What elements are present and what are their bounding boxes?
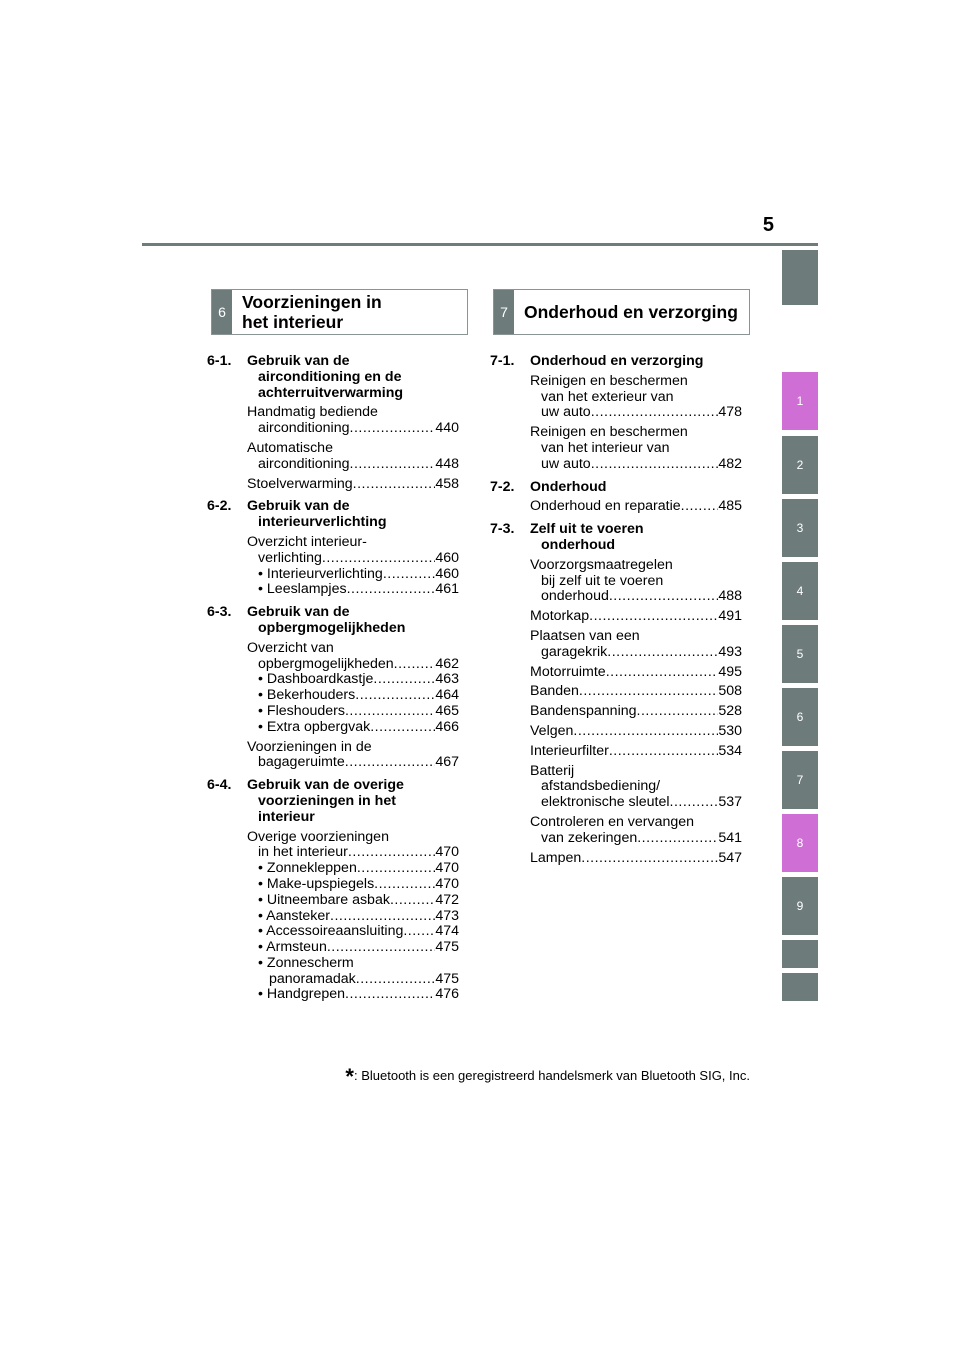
chapter-tab-9[interactable]: 9 — [782, 877, 818, 935]
entry-page-line — [247, 657, 459, 673]
dot-leader — [330, 909, 435, 925]
page-ref: 470 — [435, 844, 459, 861]
toc-entry[interactable] — [247, 740, 459, 772]
toc-bullet-item[interactable] — [247, 688, 459, 704]
bullet-label: • Handgrepen — [258, 986, 346, 1003]
section-title-line: Onderhoud — [530, 478, 607, 495]
chapter-7-header — [493, 289, 750, 335]
toc-bullet-item[interactable] — [247, 909, 459, 925]
entry-text-line: van het interieur van — [541, 439, 670, 456]
dot-leader — [403, 924, 435, 940]
toc-section — [207, 354, 459, 492]
page-ref: 508 — [718, 683, 742, 700]
toc-entry[interactable] — [530, 815, 742, 847]
chapter-tab-1[interactable]: 1 — [782, 372, 818, 430]
page-ref: 482 — [718, 455, 742, 472]
toc-bullet-item[interactable] — [247, 877, 459, 893]
entry-page-line — [247, 755, 459, 771]
entry-text-line: Overzicht interieur- — [247, 533, 367, 550]
bullet-label: • Interieurverlichting — [258, 565, 383, 582]
bullet-page-line — [258, 987, 459, 1003]
dot-leader — [350, 421, 436, 437]
toc-section — [490, 522, 742, 866]
entry-page-line — [247, 457, 459, 473]
dot-leader — [370, 720, 435, 736]
chapter-tab-5[interactable]: 5 — [782, 625, 818, 683]
section-number: 7-1. — [490, 353, 515, 369]
page-ref: 460 — [435, 549, 459, 566]
section-number: 6-4. — [207, 777, 232, 794]
bullet-label: • Make-upspiegels — [258, 875, 375, 892]
entry-label: onderhoud — [541, 588, 609, 605]
entry-page-line — [530, 684, 742, 700]
bullet-label: • Uitneembare asbak — [258, 891, 390, 908]
toc-bullet-item[interactable] — [247, 893, 459, 909]
toc-bullet-item[interactable] — [247, 987, 459, 1003]
entry-label: Lampen — [530, 849, 582, 866]
toc-section — [490, 354, 742, 473]
page-ref: 478 — [718, 404, 742, 421]
page-ref: 464 — [435, 687, 459, 704]
section-title-line: Gebruik van de — [247, 604, 350, 621]
page-ref: 470 — [435, 860, 459, 877]
bullet-label: • Bekerhouders — [258, 687, 356, 704]
dot-leader — [327, 940, 435, 956]
bullet-label: • Extra opbergvak — [258, 718, 371, 735]
bullet-page-line — [258, 688, 459, 704]
bullet-page-line — [258, 924, 459, 940]
dot-leader — [374, 877, 435, 893]
dot-leader — [353, 477, 436, 493]
entry-text-line: Overige voorzieningen — [247, 828, 389, 845]
chapter-7-number: 7 — [494, 290, 514, 334]
section-title — [530, 522, 644, 554]
page-ref: 547 — [718, 849, 742, 866]
entry-label: Interieurfilter — [530, 742, 609, 759]
bullet-page-line — [258, 893, 459, 909]
dot-leader — [357, 861, 435, 877]
dot-leader — [591, 405, 719, 421]
page-ref: 491 — [718, 608, 742, 625]
entry-page-line — [530, 609, 742, 625]
dot-leader — [347, 582, 436, 598]
chapter-tab-2[interactable]: 2 — [782, 436, 818, 494]
page-ref: 537 — [718, 794, 742, 811]
toc-entry[interactable] — [247, 405, 459, 437]
toc-section — [207, 778, 459, 1003]
toc-entry[interactable] — [530, 704, 742, 720]
entry-text-line: Handmatig bediende — [247, 404, 378, 421]
dot-leader — [383, 567, 436, 583]
dot-leader — [591, 457, 719, 473]
page-ref: 473 — [435, 907, 459, 924]
toc-entry[interactable] — [530, 499, 742, 515]
chapter-6-title: Voorzieningen in het interieur — [242, 292, 382, 332]
toc-bullet-item[interactable] — [247, 567, 459, 583]
dot-leader — [637, 831, 718, 847]
section-number: 7-3. — [490, 521, 515, 538]
bullet-page-line — [258, 582, 459, 598]
page-ref: 461 — [435, 581, 459, 598]
page-ref: 466 — [435, 718, 459, 735]
bullet-page-line — [258, 567, 459, 583]
section-title-line: Gebruik van de — [247, 353, 350, 369]
section-title — [247, 778, 404, 825]
entry-text-line: bij zelf uit te voeren — [541, 572, 664, 589]
entry-label: Onderhoud en reparatie — [530, 498, 681, 515]
entry-page-line — [530, 795, 742, 811]
section-heading — [490, 522, 742, 554]
page-number: 5 — [762, 214, 774, 236]
entry-page-line — [530, 589, 742, 605]
bullet-page-line — [258, 877, 459, 893]
footnote — [320, 1064, 750, 1090]
entry-page-line — [247, 477, 459, 493]
chapter-tab-blank[interactable] — [782, 940, 818, 968]
section-number: 6-2. — [207, 498, 232, 515]
page-ref: 448 — [435, 455, 459, 472]
entry-text-line: Plaatsen van een — [530, 627, 640, 644]
entry-page-line — [530, 831, 742, 847]
chapter-tab-7[interactable]: 7 — [782, 751, 818, 809]
section-title — [530, 354, 703, 370]
chapter-6-number: 6 — [212, 290, 232, 334]
dot-leader — [373, 672, 435, 688]
entry-label: Motorkap — [530, 608, 590, 625]
toc-entry[interactable] — [247, 641, 459, 736]
page-ref: 460 — [435, 565, 459, 582]
bullet-label: • Fleshouders — [258, 702, 345, 719]
entry-page-line — [530, 405, 742, 421]
dot-leader — [670, 795, 719, 811]
chapter-7-toc — [490, 354, 742, 873]
entry-page-line — [247, 551, 459, 567]
section-title-line: Zelf uit te voeren — [530, 521, 644, 538]
dot-leader — [609, 589, 718, 605]
page-ref: 475 — [435, 970, 459, 987]
entry-text-line: Reinigen en beschermen — [530, 424, 688, 441]
bullet-page-line — [258, 720, 459, 736]
entry-page-line — [530, 744, 742, 760]
page-ref: 528 — [718, 703, 742, 720]
chapter-6-header — [211, 289, 468, 335]
section-heading — [207, 605, 459, 637]
entry-label: garagekrik — [541, 643, 608, 660]
entry-label: Velgen — [530, 722, 574, 739]
page-ref: 495 — [718, 663, 742, 680]
toc-entry[interactable] — [530, 684, 742, 700]
bullet-label: • Zonnekleppen — [258, 860, 357, 877]
entry-label: Banden — [530, 683, 579, 700]
page-ref: 485 — [718, 498, 742, 515]
entry-label: airconditioning — [258, 455, 350, 472]
dot-leader — [350, 457, 436, 473]
page-ref: 530 — [718, 722, 742, 739]
toc-entry[interactable] — [530, 609, 742, 625]
chapter-tab-8[interactable]: 8 — [782, 814, 818, 872]
dot-leader — [356, 972, 436, 988]
dot-leader — [345, 755, 436, 771]
entry-label: uw auto — [541, 455, 591, 472]
entry-text-line: Batterij — [530, 762, 575, 779]
toc-section — [490, 480, 742, 516]
entry-label: verlichting — [258, 549, 322, 566]
bullet-page-line — [258, 672, 459, 688]
toc-section — [207, 499, 459, 598]
toc-bullet-item[interactable] — [247, 582, 459, 598]
entry-label: elektronische sleutel — [541, 794, 670, 811]
section-heading — [207, 778, 459, 825]
section-title — [247, 354, 403, 401]
toc-entry[interactable] — [530, 629, 742, 661]
entry-page-line — [530, 665, 742, 681]
entry-label: airconditioning — [258, 420, 350, 437]
page-ref: 475 — [435, 939, 459, 956]
entry-text-line: van het exterieur van — [541, 388, 674, 405]
dot-leader — [579, 684, 718, 700]
section-title — [530, 480, 606, 496]
bullet-label: panoramadak — [269, 970, 356, 987]
section-number: 6-3. — [207, 604, 232, 621]
toc-entry[interactable] — [247, 535, 459, 598]
dot-leader — [348, 845, 435, 861]
page-ref: 465 — [435, 702, 459, 719]
dot-leader — [573, 724, 718, 740]
dot-leader — [322, 551, 435, 567]
toc-entry[interactable] — [247, 441, 459, 473]
entry-page-line — [530, 457, 742, 473]
entry-label: Motorruimte — [530, 663, 606, 680]
page-ref: 541 — [718, 829, 742, 846]
page-ref: 472 — [435, 891, 459, 908]
section-title-line: interieur — [258, 808, 315, 825]
entry-label: bagageruimte — [258, 754, 345, 771]
dot-leader — [345, 987, 435, 1003]
entry-page-line — [530, 724, 742, 740]
chapter-7-title: Onderhoud en verzorging — [524, 302, 738, 322]
toc-entry[interactable] — [530, 374, 742, 421]
page-ref: 467 — [435, 754, 459, 771]
toc-entry[interactable] — [247, 477, 459, 493]
toc-entry[interactable] — [247, 830, 459, 1004]
entry-text-line: Reinigen en beschermen — [530, 372, 688, 389]
entry-text-line: Voorzorgsmaatregelen — [530, 556, 673, 573]
toc-entry[interactable] — [530, 724, 742, 740]
entry-text-line: afstandsbediening/ — [541, 778, 661, 795]
section-heading — [490, 480, 742, 496]
toc-section — [207, 605, 459, 771]
page-ref: 474 — [435, 923, 459, 940]
entry-label: van zekeringen — [541, 829, 638, 846]
entry-text-line: Controleren en vervangen — [530, 813, 695, 830]
entry-text-line: Automatische — [247, 439, 333, 456]
dot-leader — [681, 499, 719, 515]
toc-entry[interactable] — [530, 744, 742, 760]
entry-label: uw auto — [541, 404, 591, 421]
toc-entry[interactable] — [530, 665, 742, 681]
footnote-asterisk: * — [345, 1064, 354, 1089]
page-ref: 440 — [435, 420, 459, 437]
section-title — [247, 605, 405, 637]
toc-entry[interactable] — [530, 425, 742, 472]
page-ref: 458 — [435, 475, 459, 492]
section-title-line: onderhoud — [541, 536, 616, 553]
section-title-line: voorzieningen in het — [258, 792, 396, 809]
section-title-line: Onderhoud en verzorging — [530, 353, 704, 369]
section-heading — [490, 354, 742, 370]
bullet-page-line — [258, 940, 459, 956]
entry-label: Bandenspanning — [530, 703, 637, 720]
entry-label: in het interieur — [258, 844, 348, 861]
page-ref: 534 — [718, 742, 742, 759]
bullet-page-line — [258, 704, 459, 720]
page-ref: 488 — [718, 588, 742, 605]
bullet-page-line — [258, 909, 459, 925]
dot-leader — [345, 704, 435, 720]
dot-leader — [390, 893, 435, 909]
dot-leader — [589, 609, 718, 625]
entry-text-line: Overzicht van — [247, 639, 334, 656]
dot-leader — [607, 645, 718, 661]
bullet-label: • Aansteker — [258, 907, 331, 924]
toc-entry[interactable] — [530, 558, 742, 605]
bullet-page-line — [258, 972, 459, 988]
footnote-text: : Bluetooth is een geregistreerd handelsmerk van Bluetooth SIG, Inc. — [353, 1068, 750, 1083]
toc-bullet-item[interactable] — [247, 956, 459, 988]
entry-page-line — [247, 421, 459, 437]
bullet-label: • Accessoireaansluiting — [258, 923, 404, 940]
bullet-label: • Dashboardkastje — [258, 671, 374, 688]
toc-entry[interactable] — [530, 851, 742, 867]
page-ref: 463 — [435, 671, 459, 688]
dot-leader — [355, 688, 435, 704]
toc-bullet-item[interactable] — [247, 720, 459, 736]
dot-leader — [637, 704, 719, 720]
toc-bullet-item[interactable] — [247, 924, 459, 940]
chapter-tab-4[interactable]: 4 — [782, 562, 818, 620]
toc-bullet-item[interactable] — [247, 672, 459, 688]
chapter-tab-3[interactable]: 3 — [782, 499, 818, 557]
page-ref: 462 — [435, 655, 459, 672]
section-heading — [207, 354, 459, 401]
header-rule — [142, 243, 818, 246]
section-heading — [207, 499, 459, 531]
bullet-text-line: • Zonnescherm — [258, 954, 354, 971]
toc-bullet-item[interactable] — [247, 940, 459, 956]
entry-label: opbergmogelijkheden — [258, 655, 394, 672]
section-number: 7-2. — [490, 478, 515, 495]
entry-label: Stoelverwarming — [247, 475, 353, 492]
section-title-line: opbergmogelijkheden — [258, 619, 406, 636]
chapter-tab-blank[interactable] — [782, 973, 818, 1001]
chapter-6-toc — [207, 354, 459, 1010]
toc-entry[interactable] — [530, 764, 742, 811]
toc-bullet-item[interactable] — [247, 704, 459, 720]
toc-bullet-item[interactable] — [247, 861, 459, 877]
page-ref: 470 — [435, 875, 459, 892]
page-ref: 476 — [435, 986, 459, 1003]
section-title-line: interieurverlichting — [258, 514, 387, 531]
section-title-line: Gebruik van de — [247, 498, 350, 515]
entry-page-line — [530, 645, 742, 661]
section-title — [247, 499, 387, 531]
entry-page-line — [530, 704, 742, 720]
bullet-label: • Armsteun — [258, 939, 327, 956]
entry-text-line: Voorzieningen in de — [247, 738, 372, 755]
section-number: 6-1. — [207, 353, 232, 369]
dot-leader — [581, 851, 718, 867]
dot-leader — [606, 665, 719, 681]
entry-page-line — [530, 851, 742, 867]
bullet-page-line — [258, 861, 459, 877]
entry-page-line — [247, 845, 459, 861]
dot-leader — [394, 657, 436, 673]
bullet-label: • Leeslampjes — [258, 581, 347, 598]
page-ref: 493 — [718, 643, 742, 660]
section-title-line: Gebruik van de overige — [247, 777, 404, 794]
entry-page-line — [530, 499, 742, 515]
dot-leader — [609, 744, 718, 760]
chapter-tab-6[interactable]: 6 — [782, 688, 818, 746]
section-title-line: airconditioning en de — [258, 368, 402, 385]
section-title-line: achterruitverwarming — [258, 384, 404, 401]
chapter-tab-blank[interactable] — [782, 250, 818, 305]
